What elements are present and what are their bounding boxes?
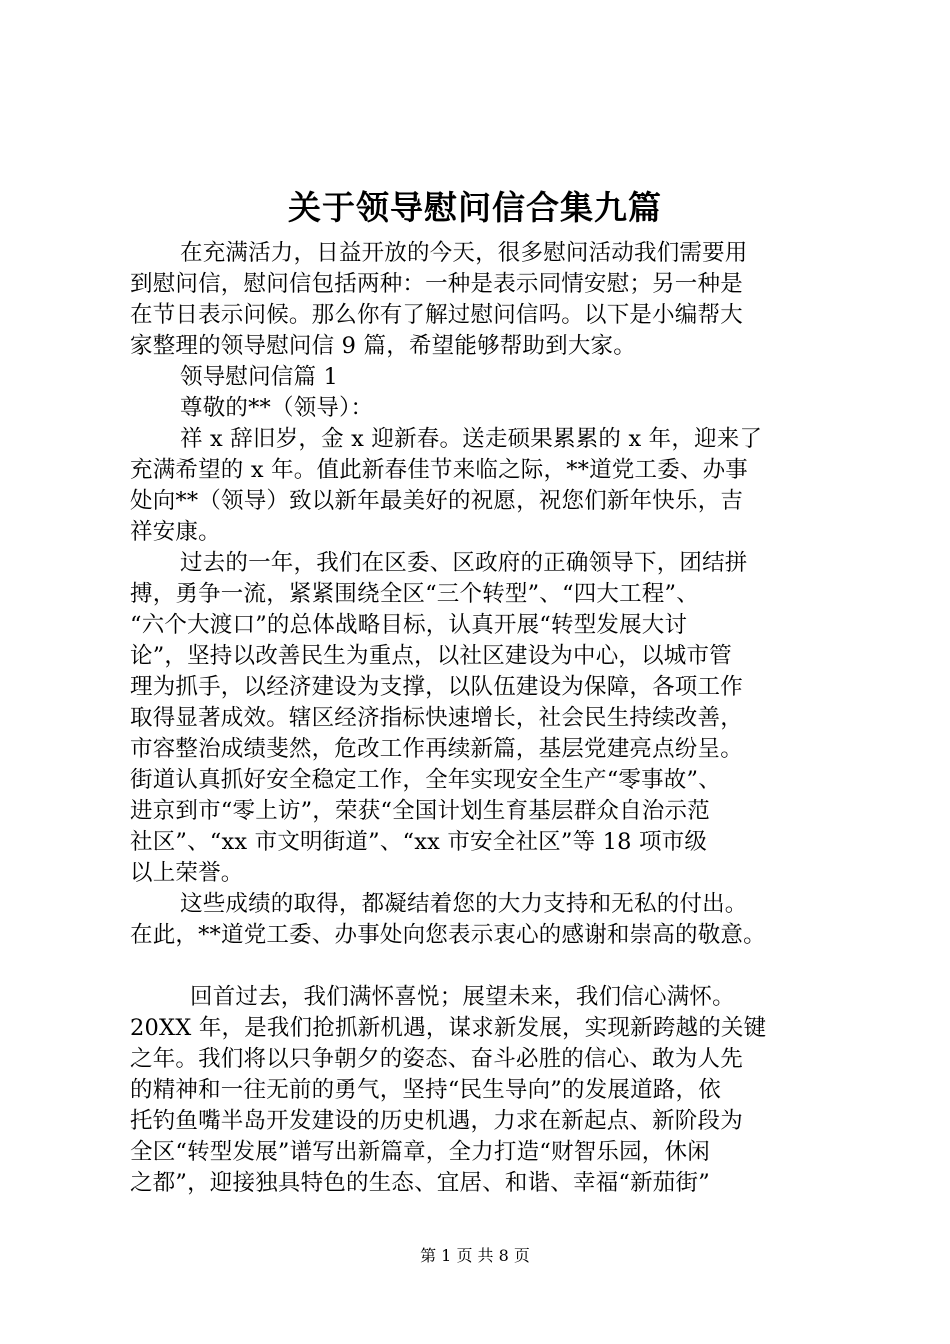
body-line: 充满希望的 x 年。值此新春佳节来临之际，**道党工委、办事 xyxy=(130,457,748,483)
body-line: 20XX 年，是我们抢抓新机遇，谋求新发展，实现新跨越的关键 xyxy=(130,1015,767,1041)
document-title: 关于领导慰问信合集九篇 xyxy=(288,188,662,227)
body-line: 理为抓手，以经济建设为支撑，以队伍建设为保障，各项工作 xyxy=(130,674,743,700)
body-line: 搏，勇争一流，紧紧围绕全区“三个转型”、“四大工程”、 xyxy=(130,581,699,607)
body-line: 论”，坚持以改善民生为重点，以社区建设为中心，以城市管 xyxy=(130,643,732,669)
document-body xyxy=(130,238,830,1199)
blank-line xyxy=(130,951,830,982)
body-line: 在充满活力，日益开放的今天，很多慰问活动我们需要用 xyxy=(180,240,748,266)
body-line: 社区”、“xx 市文明街道”、“xx 市安全社区”等 18 项市级 xyxy=(130,829,708,855)
body-line: 街道认真抓好安全稳定工作，全年实现安全生产“零事故”、 xyxy=(130,767,721,793)
body-line: 市容整治成绩斐然，危改工作再续新篇，基层党建亮点纷呈。 xyxy=(130,736,743,762)
body-line: 取得显著成效。辖区经济指标快速增长，社会民生持续改善， xyxy=(130,705,743,731)
body-line: 的精神和一往无前的勇气，坚持“民生导向”的发展道路，依 xyxy=(130,1077,721,1103)
section-heading: 领导慰问信篇 1 xyxy=(180,364,339,390)
body-line: 祥安康。 xyxy=(130,519,221,545)
body-line: “六个大渡口”的总体战略目标，认真开展“转型发展大讨 xyxy=(130,612,688,638)
body-line: 之都”，迎接独具特色的生态、宜居、和谐、幸福“新茄街” xyxy=(130,1170,710,1196)
body-line: 在此，**道党工委、办事处向您表示衷心的感谢和崇高的敬意。 xyxy=(130,922,766,948)
salutation: 尊敬的**（领导）： xyxy=(180,395,374,421)
body-line: 以上荣誉。 xyxy=(130,860,244,886)
body-line: 过去的一年，我们在区委、区政府的正确领导下，团结拼 xyxy=(180,550,748,576)
body-line: 祥 x 辞旧岁，金 x 迎新春。送走硕果累累的 x 年，迎来了 xyxy=(180,426,763,452)
body-line: 在节日表示问候。那么你有了解过慰问信吗。以下是小编帮大 xyxy=(130,302,743,328)
body-line: 托钓鱼嘴半岛开发建设的历史机遇，力求在新起点、新阶段为 xyxy=(130,1108,743,1134)
body-line: 回首过去，我们满怀喜悦；展望未来，我们信心满怀。 xyxy=(190,984,735,1010)
body-line: 之年。我们将以只争朝夕的姿态、奋斗必胜的信心、敢为人先 xyxy=(130,1046,743,1072)
body-line: 进京到市“零上访”，荣获“全国计划生育基层群众自治示范 xyxy=(130,798,710,824)
body-line: 家整理的领导慰问信 9 篇，希望能够帮助到大家。 xyxy=(130,333,636,359)
body-line: 到慰问信，慰问信包括两种：一种是表示同情安慰；另一种是 xyxy=(130,271,743,297)
body-line: 全区“转型发展”谱写出新篇章，全力打造“财智乐园，休闲 xyxy=(130,1139,710,1165)
body-line: 这些成绩的取得，都凝结着您的大力支持和无私的付出。 xyxy=(180,891,748,917)
body-line: 处向**（领导）致以新年最美好的祝愿，祝您们新年快乐，吉 xyxy=(130,488,744,514)
page-footer: 第 1 页 共 8 页 xyxy=(420,1246,530,1265)
